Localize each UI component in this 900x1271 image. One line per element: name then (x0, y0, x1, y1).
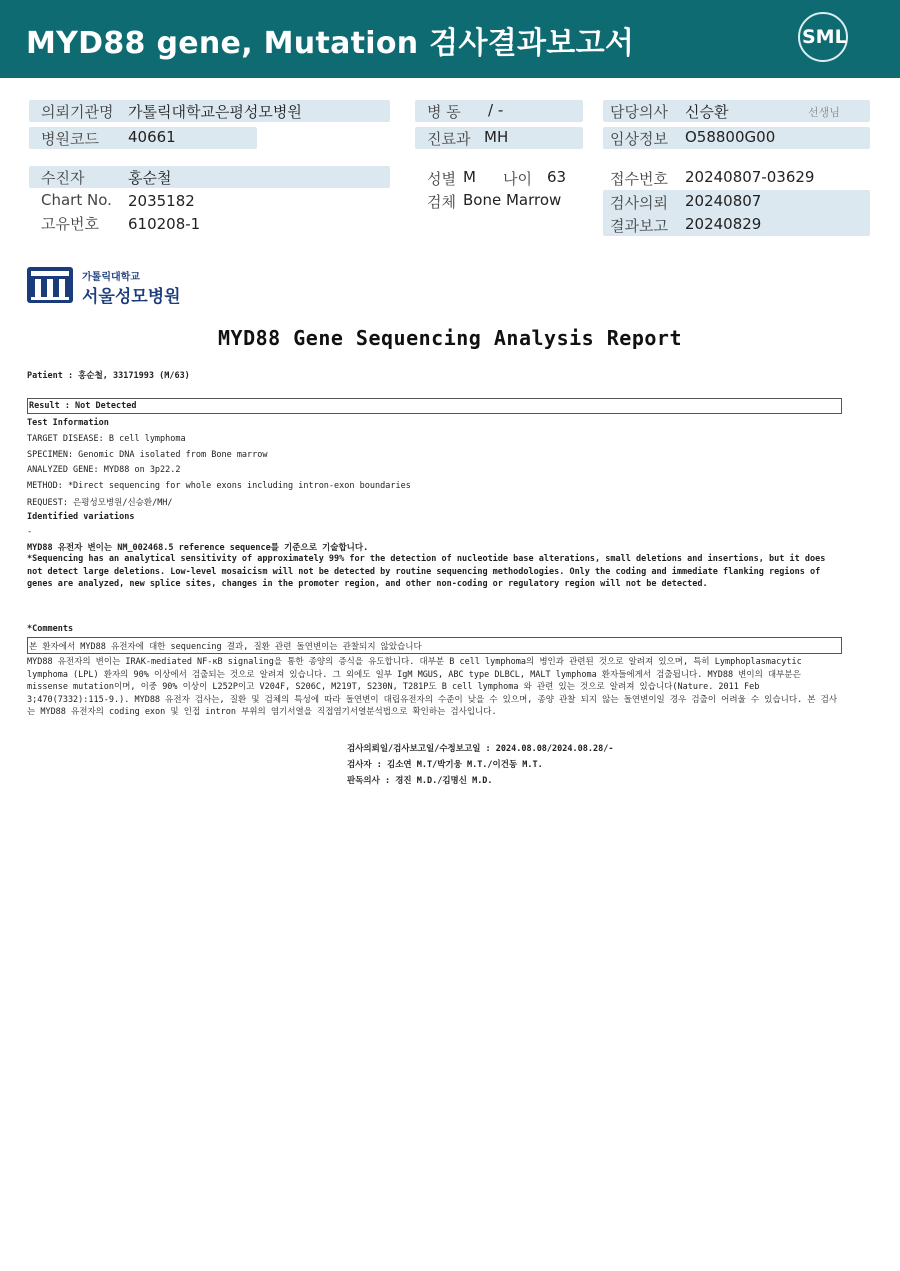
method-line: METHOD: *Direct sequencing for whole exons including intron-exon boundaries (27, 481, 411, 491)
technicians-line: 검사자 : 김소연 M.T/박기웅 M.T./이건동 M.T. (347, 760, 543, 770)
institution-value: 가톨릭대학교은평성모병원 (128, 103, 302, 121)
clinical-info-label: 임상정보 (610, 130, 668, 148)
sml-logo (798, 12, 854, 68)
hospital-logo (26, 266, 206, 306)
id-value: 610208-1 (128, 215, 201, 233)
chart-label: Chart No. (41, 191, 112, 209)
institution-label: 의뢰기관명 (41, 103, 114, 121)
doctor-label: 담당의사 (610, 103, 668, 121)
age-value: 63 (547, 168, 567, 186)
report-title: MYD88 Gene Sequencing Analysis Report (217, 326, 683, 350)
comment-body: MYD88 유전자의 변이는 IRAK-mediated NF-κB signaling을 통한 종양의 증식을 유도합니다. 대부분 B cell lymphoma의 병인과 관련된 것으로 알려져 있으며, 특히 Lymphoplasmacytic lymphoma (LPL) 환자의 90% 이상에서 검출되는 것으로 알려져 있습니다. 그 외에도 일부 IgM MGUS, ABC type DLBCL, MALT lymphoma 환자들에게서 검출됩니다. MYD88 변이의 대부분은 missense mutation이며, 이중 90% 이상이 L252P이고 V204F, S206C, M219T, S230N, T281P도 B cell lymphoma 와 관련 있는 것으로 알려져 있습니다(Nature. 2011 Feb 3;470(7332):115-9.). MYD88 유전자 검사는, 질환 및 검체의 특성에 따라 돌연변이 대립유전자의 수준이 낮을 수 있으며, 종양 관찰 되지 않는 돌연변이일 경우 검출이 어려울 수 있습니다. 본 검사는 MYD88 유전자의 coding exon 및 인접 intron 부위의 염기서열을 직접염기서열분석법으로 확인하는 검사입니다. (27, 657, 838, 717)
reference-sequence: MYD88 유전자 변이는 NM_002468.5 reference sequence를 기준으로 기술합니다. (27, 543, 369, 553)
sex-value: M (463, 168, 476, 186)
report-title-header: MYD88 gene, Mutation 검사결과보고서 (26, 26, 635, 61)
target-disease: TARGET DISEASE: B cell lymphoma (27, 434, 186, 444)
hospital-name-line2: 서울성모병원 (82, 287, 181, 307)
request-date-label: 검사의뢰 (610, 194, 668, 212)
receipt-label: 접수번호 (610, 170, 668, 188)
test-info-heading: Test Information (27, 418, 109, 428)
specimen-value: Bone Marrow (463, 191, 562, 209)
ward-value: / - (488, 101, 504, 119)
physicians-line: 판독의사 : 경진 M.D./김명신 M.D. (347, 776, 493, 786)
analyzed-gene: ANALYZED GENE: MYD88 on 3p22.2 (27, 465, 181, 475)
comment-summary: 본 환자에서 MYD88 유전자에 대한 sequencing 결과, 질환 관련 돌연변이는 관찰되지 않았습니다 (29, 642, 422, 652)
department-label: 진료과 (427, 130, 471, 148)
sex-label: 성별 (427, 170, 456, 188)
request-date-value: 20240807 (685, 192, 762, 210)
result-box (27, 398, 842, 414)
report-date-value: 20240829 (685, 215, 762, 233)
hospital-emblem-icon (26, 266, 74, 304)
patient-value: 홍순철 (128, 169, 172, 187)
specimen-line: SPECIMEN: Genomic DNA isolated from Bone marrow (27, 450, 268, 460)
department-value: MH (484, 128, 509, 146)
ward-label: 병 동 (427, 103, 461, 121)
result-text: Result : Not Detected (29, 401, 137, 411)
patient-label: 수진자 (41, 169, 85, 187)
doctor-suffix: 선생님 (808, 106, 840, 119)
report-date-label: 결과보고 (610, 217, 668, 235)
variations-heading: Identified variations (27, 512, 135, 522)
variations-value: - (27, 527, 33, 537)
header-bar (0, 0, 900, 78)
specimen-label: 검체 (427, 193, 456, 211)
comments-heading: *Comments (27, 624, 74, 634)
dates-line: 검사의뢰일/검사보고일/수정보고일 : 2024.08.08/2024.08.28/- (347, 744, 614, 754)
sensitivity-note: *Sequencing has an analytical sensitivity of approximately 99% for the detection of nucleotide base alterations, small deletions and insertions, but it does not detect large deletions. Low-level mosaicism will not be detected by routine sequencing methodologies. Only the coding and immediate flanking regions of genes are analyzed, new splice sites, changes in the promoter region, and other non-coding or regulatory region will not be detected. (27, 554, 826, 589)
hospital-code-label: 병원코드 (41, 130, 99, 148)
doctor-value: 신승환 (685, 103, 729, 121)
patient-line: Patient : 홍순철, 33171993 (M/63) (27, 371, 190, 381)
request-line: REQUEST: 은평성모병원/신승환/MH/ (27, 498, 173, 508)
sml-logo-text: SML (802, 26, 847, 48)
hospital-code-value: 40661 (128, 128, 176, 146)
clinical-info-value: O58800G00 (685, 128, 776, 146)
id-label: 고유번호 (41, 215, 99, 233)
hospital-name-line1: 가톨릭대학교 (82, 272, 140, 283)
receipt-value: 20240807-03629 (685, 168, 815, 186)
age-label: 나이 (503, 170, 532, 188)
chart-value: 2035182 (128, 192, 195, 210)
